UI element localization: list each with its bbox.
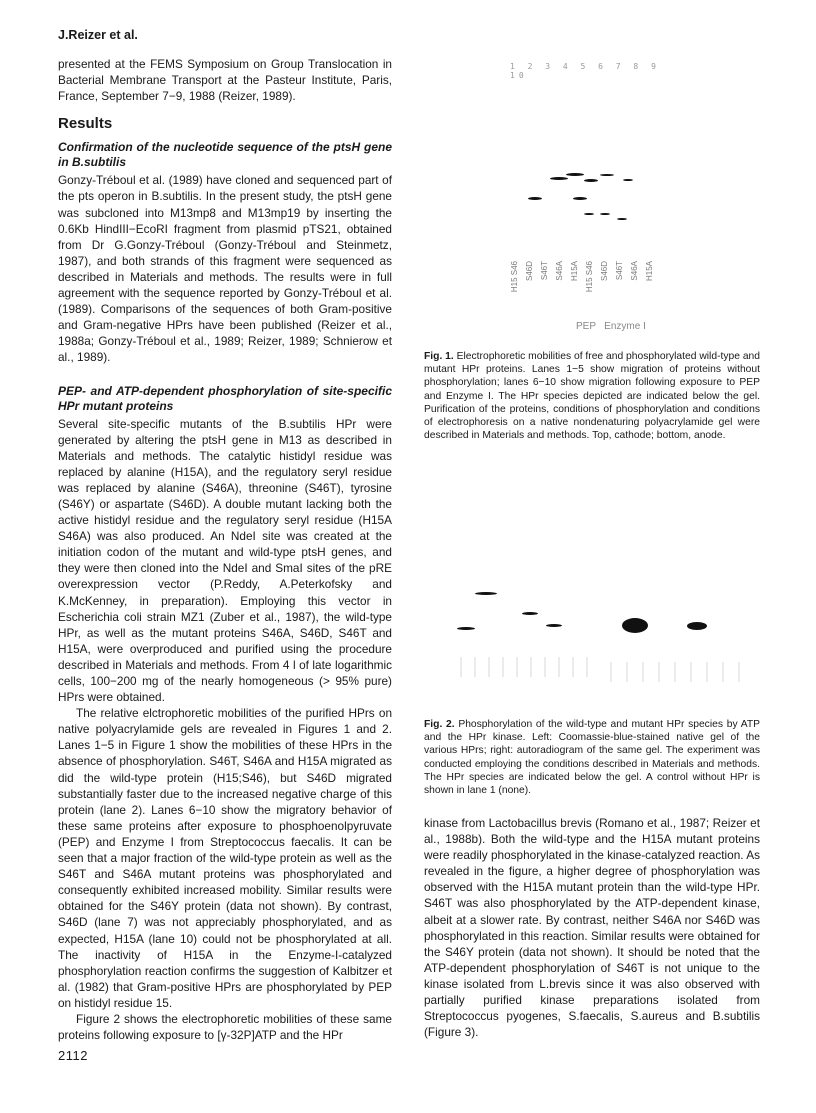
gel-band <box>600 213 610 215</box>
gel-band <box>584 179 598 182</box>
gel-band <box>546 624 562 627</box>
fig1-lane-label: S46A <box>630 261 639 281</box>
fig1-caption-text: Electrophoretic mobilities of free and phosphorylated wild-type and mutant HPr proteins. Lanes 1−5 show migration of proteins without phosphorylation; lanes 6−10 show migration following exposure to PEP and Enzyme I. The HPr species depicted are indicated below the gel. Purification of the proteins, conditions of phosphorylation and conditions of electrophoresis on a native nondenaturing polyacrylamide gel were described in Materials and methods. Top, cathode; bottom, anode. <box>424 351 761 442</box>
gel-band <box>528 197 542 200</box>
fig1-lane-label: S46D <box>525 261 534 282</box>
gel-band <box>584 213 594 215</box>
gel-band <box>617 218 627 220</box>
intro-paragraph: presented at the FEMS Symposium on Group Translocation in Bacterial Membrane Transport at the Pasteur Institute, Paris, France, September 7−9, 1988 (Reizer, 1989). <box>58 57 392 104</box>
running-header: J.Reizer et al. <box>58 28 138 42</box>
results-heading: Results <box>58 115 113 133</box>
figure1-gel <box>500 56 670 341</box>
gel-band <box>566 173 584 176</box>
fig1-lane-label: S46T <box>615 261 624 281</box>
left-column <box>58 56 392 1043</box>
figure2-gel <box>440 572 760 702</box>
section2-heading: PEP- and ATP-dependent phosphorylation of site-specific HPr mutant proteins <box>58 383 392 413</box>
gel-band <box>687 622 707 630</box>
gel-band <box>600 174 614 176</box>
page-number: 2112 <box>58 1048 88 1063</box>
fig1-bottom-label: PEP Enzyme I <box>576 321 646 332</box>
fig1-lane-label: H15 S46 <box>585 261 594 293</box>
section2-para1: Several site-specific mutants of the B.subtilis HPr were generated by altering the ptsH gene in M13 as described in Materials and methods. The catalytic histidyl residue was replaced by alanine (H15A), and the regulatory seryl residue was replaced by alanine (S46A), threonine (S46T), tyrosine (S46Y) or aspartate (S46D). A double mutant lacking both the active histidyl residue and the regulatory seryl residue (H15A S46A) was also produced. An NdeI site was created at the initiation codon of the mutant and wild-type ptsH genes, and they were then cloned into the NdeI and SmaI sites of the pRE overexpression vector (P.Reddy, A.Peterkofsky and K.McKenney, in preparation). Employing this vector in Escherichia coli strain MZ1 (Zuber et al., 1987), the wild-type HPr, as well as the mutant proteins S46A, S46D, S46T and H15A, were overproduced and purified using the procedure described in Materials and methods. From 4 l of late logarithmic cells, 100−200 mg of the nearly homogeneous (> 95% pure) HPrs were obtained. <box>58 416 392 705</box>
fig1-lane-label: S46A <box>555 261 564 281</box>
gel-band <box>573 197 587 200</box>
figure2-caption <box>424 718 760 797</box>
figure1-caption <box>424 350 760 442</box>
fig1-lane-label: H15A <box>570 261 579 282</box>
section1-body: Gonzy-Tréboul et al. (1989) have cloned and sequenced part of the pts operon in B.subtilis. In the present study, the ptsH gene was subcloned into M13mp8 and M13mp19 by inserting the 0.6Kb HindIII−EcoRI fragment from plasmid pTS21, obtained from Dr G.Gonzy-Tréboul (Gonzy-Tréboul and Steinmetz, 1987), and both strands of this fragment were sequenced as described in Materials and methods. The results were in full agreement with the sequence reported by Gonzy-Tréboul et al. (1989). Comparisons of the sequences of both Gram-positive and Gram-negative HPrs have been published (Reizer et al., 1988a; Gonzy-Tréboul et al., 1989; Reizer, 1989; Schnierow et al., 1989). <box>58 173 392 365</box>
fig1-lane-label: H15A <box>645 261 654 282</box>
section2-para2: The relative elctrophoretic mobilities of the purified HPrs on native polyacrylamide gels are revealed in Figures 1 and 2. Lanes 1−5 in Figure 1 show the mobilities of these HPrs in the absence of phosphorylation. S46T, S46A and H15A migrated as did the wild-type protein (H15;S46), but S46D migrated substantially faster due to the increased negative charge of this protein (lane 2). Lanes 6−10 show the migratory behavior of these same proteins after exposure to phosphoenolpyruvate (PEP) and Enzyme I from Streptococcus faecalis. It can be seen that a major fraction of the wild-type protein as well as the S46T and S46A mutant proteins was phosphorylated and consequently exhibited increased mobility. Similar results were obtained for the S46Y protein (data not shown). By contrast, S46D (lane 7) was not appreciably phosphorylated, and as expected, H15A (lane 10) could not be phosphorylated at all. The inactivity of H15A in the Enzyme-I-catalyzed phosphorylation reaction confirms the suggestion of Kalbitzer et al. (1982) that Gram-positive HPrs are phosphorylated by PEP on histidyl residue 15. <box>58 706 392 1010</box>
gel-band <box>457 627 475 630</box>
right-column <box>424 815 760 1040</box>
gel-band-faint <box>610 662 740 682</box>
gel-band <box>550 177 568 180</box>
fig2-caption-label: Fig. 2. <box>424 719 455 730</box>
right-column-body: kinase from Lactobacillus brevis (Romano et al., 1987; Reizer et al., 1988b). Both the wild-type and the H15A mutant proteins were readily phosphorylated in the kinase-catalyzed reaction. As revealed in the figure, a higher degree of phosphorylation was observed with the H15A mutant protein than the wild-type HPr. S46T was also phosphorylated by the ATP-dependent kinase, albeit at a slower rate. By contrast, neither S46A nor S46D was phosphorylated in this reaction. Similar results were obtained for the S46Y protein (data not shown). It should be noted that the ATP-dependent phosphorylation of S46T is not unique to the kinase isolated from L.brevis since it was also observed with partially purified kinase preparations isolated from Streptococcus pyogenes, S.faecalis, S.aureus and B.subtilis (Figure 3). <box>424 816 760 1040</box>
section2-para3: Figure 2 shows the electrophoretic mobilities of these same proteins following exposure to [γ-32P]ATP and the HPr <box>58 1011 392 1043</box>
gel-band <box>475 592 497 595</box>
fig1-lane-numbers: 1 2 3 4 5 6 7 8 9 10 <box>510 62 660 80</box>
fig1-lane-label: S46D <box>600 261 609 282</box>
section1-heading: Confirmation of the nucleotide sequence of the ptsH gene in B.subtilis <box>58 140 392 170</box>
gel-band <box>522 612 538 615</box>
fig1-lane-label: H15 S46 <box>510 261 519 293</box>
fig2-caption-text: Phosphorylation of the wild-type and mutant HPr species by ATP and the HPr kinase. Left: Coomassie-blue-stained native gel of the various HPrs; right: autoradiogram of the same gel. The experiment was conducted employing the conditions described in Materials and methods. The HPr species are indicated below the gel. A control without HPr is shown in lane 1 (none). <box>424 719 760 797</box>
gel-band <box>623 179 633 181</box>
fig1-caption-label: Fig. 1. <box>424 351 454 362</box>
fig1-lane-label: S46T <box>540 261 549 281</box>
gel-band <box>622 618 648 633</box>
gel-band-faint <box>460 657 590 677</box>
